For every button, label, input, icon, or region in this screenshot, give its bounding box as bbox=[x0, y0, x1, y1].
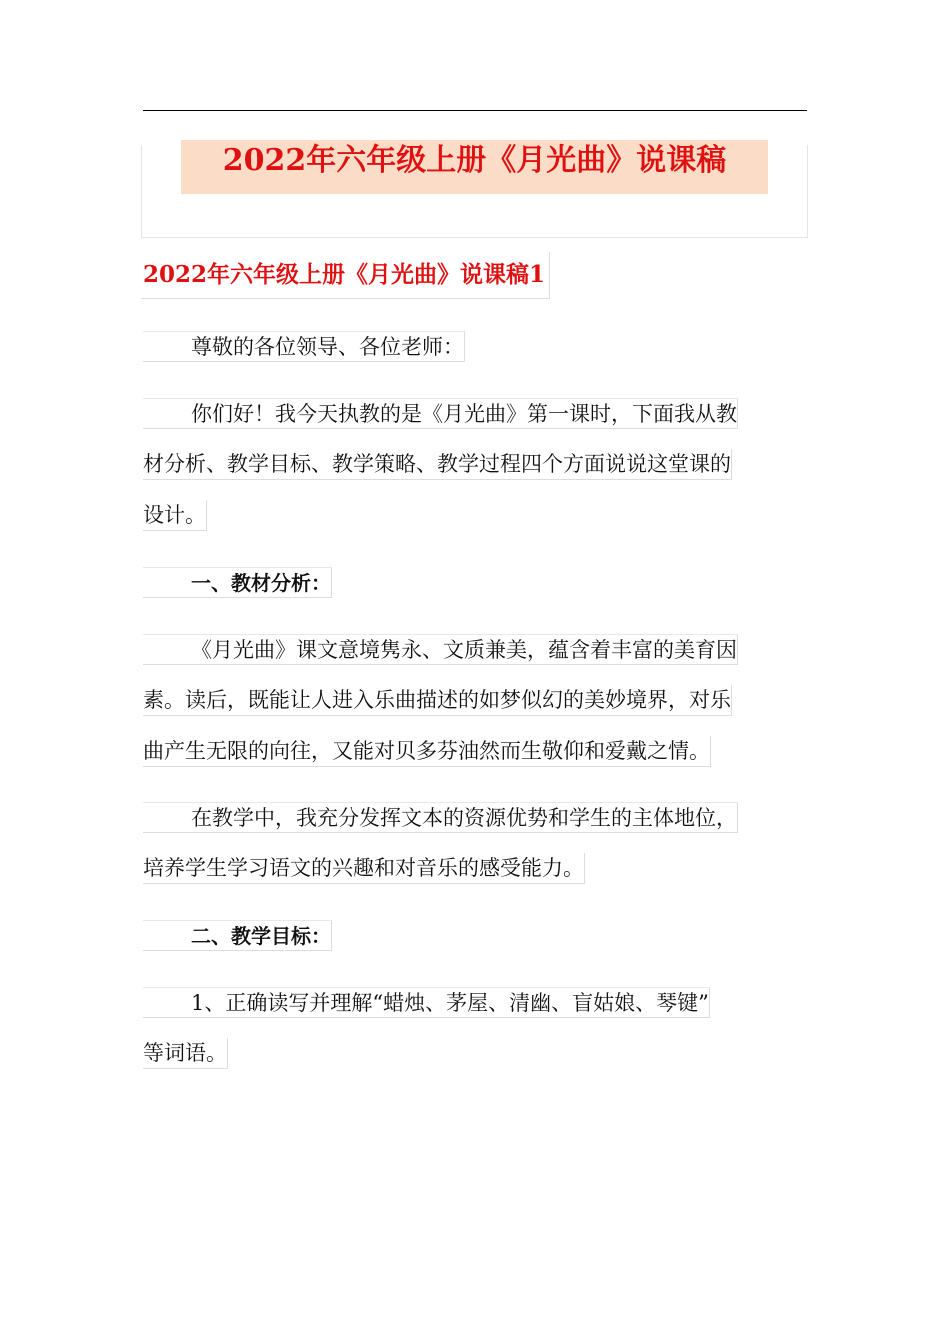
intro-line: 你们好！我今天执教的是《月光曲》第一课时，下面我从教 bbox=[143, 398, 738, 429]
header-rule bbox=[143, 110, 807, 111]
intro-line: 材分析、教学目标、教学策略、教学过程四个方面说说这堂课的 bbox=[143, 449, 732, 480]
section-heading-materials: 一、教材分析： bbox=[143, 567, 332, 598]
list-item: 1、正确读写并理解“蜡烛、茅屋、清幽、盲姑娘、琴键” bbox=[143, 987, 710, 1018]
intro-line: 设计。 bbox=[143, 500, 207, 531]
paragraph-line: 在教学中，我充分发挥文本的资源优势和学生的主体地位， bbox=[143, 802, 738, 833]
list-item: 等词语。 bbox=[143, 1038, 228, 1069]
paragraph-line: 曲产生无限的向往，又能对贝多芬油然而生敬仰和爱戴之情。 bbox=[143, 736, 711, 767]
document-title: 2022年六年级上册《月光曲》说课稿 bbox=[181, 140, 768, 194]
greeting-line: 尊敬的各位领导、各位老师： bbox=[143, 331, 465, 362]
section-title: 2022年六年级上册《月光曲》说课稿1 bbox=[141, 252, 550, 299]
section-heading-goals: 二、教学目标： bbox=[143, 920, 332, 951]
paragraph-line: 培养学生学习语文的兴趣和对音乐的感受能力。 bbox=[143, 853, 585, 884]
paragraph-line: 《月光曲》课文意境隽永、文质兼美，蕴含着丰富的美育因 bbox=[143, 634, 738, 665]
paragraph-line: 素。读后，既能让人进入乐曲描述的如梦似幻的美妙境界，对乐 bbox=[143, 685, 732, 716]
